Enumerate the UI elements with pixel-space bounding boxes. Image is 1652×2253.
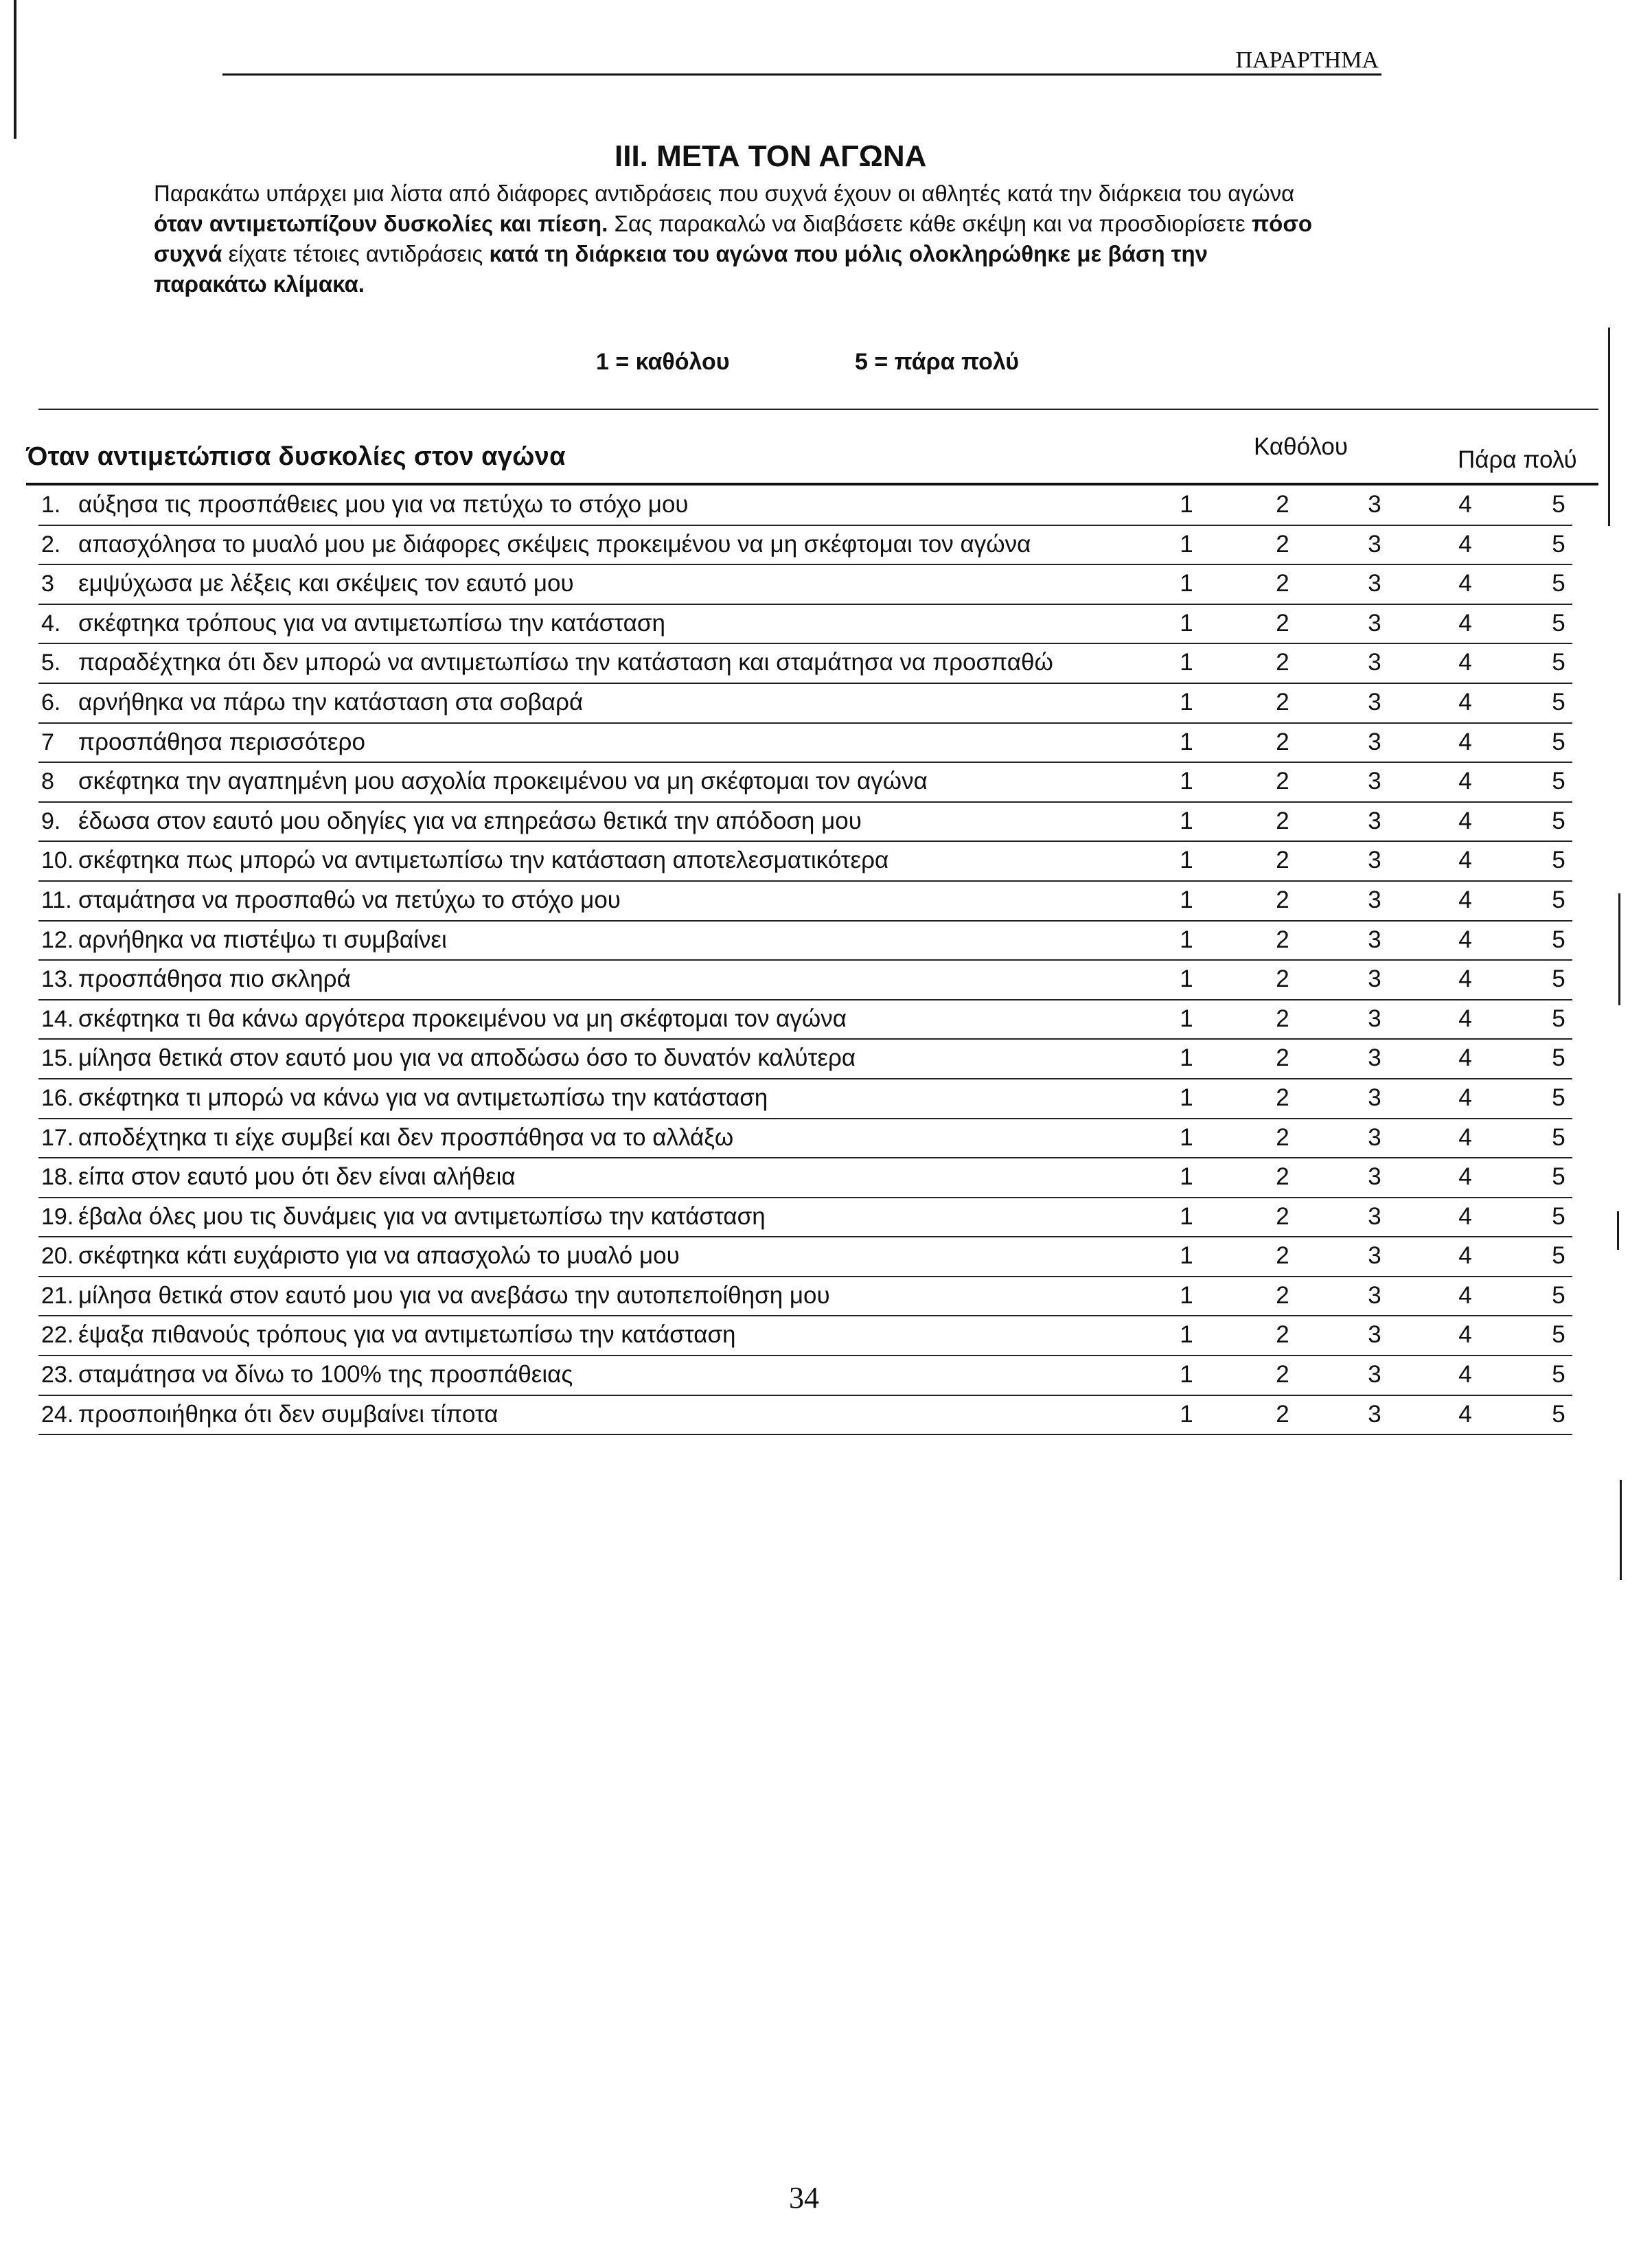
item-number: 12. xyxy=(41,926,74,953)
item-row xyxy=(38,1040,1572,1079)
rating-option-5: 5 xyxy=(1552,1005,1565,1032)
rating-option-3: 3 xyxy=(1368,965,1381,993)
item-row xyxy=(38,1158,1572,1198)
rating-option-5: 5 xyxy=(1552,768,1565,795)
rating-option-2: 2 xyxy=(1276,649,1289,676)
rating-option-4: 4 xyxy=(1458,1163,1472,1191)
rating-option-2: 2 xyxy=(1276,1005,1289,1032)
rating-option-3: 3 xyxy=(1368,1084,1381,1111)
item-text: σκέφτηκα κάτι ευχάριστο για να απασχολώ το μυαλό μου xyxy=(78,1242,680,1270)
rating-option-3: 3 xyxy=(1368,847,1381,874)
item-number: 18. xyxy=(41,1164,74,1191)
rating-option-3: 3 xyxy=(1368,768,1381,795)
item-row xyxy=(38,1396,1572,1436)
instructions-emphasis: παρακάτω κλίμακα. xyxy=(154,271,365,297)
item-number: 9. xyxy=(41,808,61,834)
rating-option-1: 1 xyxy=(1180,1242,1193,1270)
item-text: προσπάθησα περισσότερο xyxy=(78,728,365,755)
rating-option-3: 3 xyxy=(1368,649,1381,676)
rating-option-3: 3 xyxy=(1368,1321,1381,1349)
item-row xyxy=(38,724,1572,764)
rating-option-1: 1 xyxy=(1180,530,1193,558)
rating-option-3: 3 xyxy=(1368,1163,1381,1191)
item-text: μίλησα θετικά στον εαυτό μου για να ανεβάσω την αυτοπεποίθηση μου xyxy=(78,1281,830,1309)
rating-option-2: 2 xyxy=(1276,609,1289,637)
rating-option-5: 5 xyxy=(1552,728,1565,755)
rating-option-4: 4 xyxy=(1458,728,1472,755)
instructions-line-4 xyxy=(154,269,1312,299)
instructions-text: Σας παρακαλώ να διαβάσετε κάθε σκέψη και να προσδιορίσετε xyxy=(614,211,1246,236)
scan-border-line xyxy=(14,0,16,139)
item-text: αρνήθηκα να πιστέψω τι συμβαίνει xyxy=(78,926,447,953)
item-number: 6. xyxy=(41,689,61,716)
rating-option-3: 3 xyxy=(1368,1400,1381,1428)
section-title: III. ΜΕΤΑ ΤΟΝ ΑΓΩΝΑ xyxy=(615,139,927,173)
rating-option-2: 2 xyxy=(1276,728,1289,755)
rating-option-3: 3 xyxy=(1368,1281,1381,1309)
item-row xyxy=(38,526,1572,566)
rating-option-4: 4 xyxy=(1458,530,1472,558)
rating-option-4: 4 xyxy=(1458,926,1472,953)
rating-option-4: 4 xyxy=(1458,847,1472,874)
rating-option-4: 4 xyxy=(1458,609,1472,637)
rating-option-2: 2 xyxy=(1276,1163,1289,1191)
item-row xyxy=(38,763,1572,803)
item-number: 14. xyxy=(41,1005,74,1032)
column-label-high: Πάρα πολύ xyxy=(1458,446,1577,473)
rating-option-1: 1 xyxy=(1180,1084,1193,1111)
item-text: έδωσα στον εαυτό μου οδηγίες για να επηρεάσω θετικά την απόδοση μου xyxy=(78,807,862,834)
item-text: παραδέχτηκα ότι δεν μπορώ να αντιμετωπίσω την κατάσταση και σταμάτησα να προσπαθώ xyxy=(78,649,1053,676)
rating-option-1: 1 xyxy=(1180,1400,1193,1428)
rating-option-4: 4 xyxy=(1458,965,1472,993)
item-number: 10. xyxy=(41,847,74,874)
rating-option-1: 1 xyxy=(1180,609,1193,637)
item-text: αύξησα τις προσπάθειες μου για να πετύχω το στόχο μου xyxy=(78,491,689,518)
rating-option-5: 5 xyxy=(1552,926,1565,953)
rating-option-2: 2 xyxy=(1276,886,1289,913)
instructions-emphasis: όταν αντιμετωπίζουν δυσκολίες και πίεση. xyxy=(154,211,608,236)
rating-option-5: 5 xyxy=(1552,649,1565,676)
rating-option-5: 5 xyxy=(1552,847,1565,874)
rating-option-2: 2 xyxy=(1276,1123,1289,1151)
rating-option-5: 5 xyxy=(1552,1084,1565,1111)
header-rule xyxy=(222,73,1381,76)
item-row xyxy=(38,1237,1572,1277)
scale-max-label: 5 = πάρα πολύ xyxy=(855,349,1020,375)
item-number: 16. xyxy=(41,1084,74,1111)
rating-option-1: 1 xyxy=(1180,649,1193,676)
rating-option-5: 5 xyxy=(1552,1400,1565,1428)
rating-option-4: 4 xyxy=(1458,1084,1472,1111)
rating-option-2: 2 xyxy=(1276,570,1289,597)
item-row xyxy=(38,1356,1572,1396)
instructions-emphasis: πόσο xyxy=(1251,211,1313,236)
rating-option-5: 5 xyxy=(1552,688,1565,716)
rating-option-3: 3 xyxy=(1368,1044,1381,1072)
item-text: αποδέχτηκα τι είχε συμβεί και δεν προσπάθησα να το αλλάξω xyxy=(78,1123,734,1151)
rating-option-1: 1 xyxy=(1180,768,1193,795)
rating-option-5: 5 xyxy=(1552,1242,1565,1270)
rating-option-3: 3 xyxy=(1368,1361,1381,1388)
item-text: σταμάτησα να δίνω το 100% της προσπάθειας xyxy=(78,1361,573,1388)
rating-option-1: 1 xyxy=(1180,570,1193,597)
rating-option-4: 4 xyxy=(1458,1202,1472,1230)
rating-option-5: 5 xyxy=(1552,1123,1565,1151)
item-text: προσποιήθηκα ότι δεν συμβαίνει τίποτα xyxy=(78,1400,498,1428)
rating-option-3: 3 xyxy=(1368,1202,1381,1230)
rating-option-5: 5 xyxy=(1552,609,1565,637)
rating-option-4: 4 xyxy=(1458,1361,1472,1388)
appendix-label: ΠΑΡΑΡΤΗΜΑ xyxy=(1235,47,1379,73)
item-row xyxy=(38,1277,1572,1317)
table-header-rule xyxy=(26,483,1598,485)
item-row xyxy=(38,1316,1572,1356)
item-number: 21. xyxy=(41,1282,74,1309)
rating-option-1: 1 xyxy=(1180,1005,1193,1032)
rating-option-4: 4 xyxy=(1458,807,1472,834)
instructions-paragraph xyxy=(154,179,1312,299)
item-text: μίλησα θετικά στον εαυτό μου για να αποδώσω όσο το δυνατόν καλύτερα xyxy=(78,1044,856,1072)
rating-option-2: 2 xyxy=(1276,688,1289,716)
rating-option-4: 4 xyxy=(1458,570,1472,597)
item-row xyxy=(38,486,1572,526)
rating-option-3: 3 xyxy=(1368,886,1381,913)
rating-option-1: 1 xyxy=(1180,1361,1193,1388)
item-text: σκέφτηκα τι μπορώ να κάνω για να αντιμετωπίσω την κατάσταση xyxy=(78,1084,768,1111)
rating-option-5: 5 xyxy=(1552,1202,1565,1230)
item-row xyxy=(38,684,1572,724)
scale-min-label: 1 = καθόλου xyxy=(596,349,730,375)
item-number: 1. xyxy=(41,492,61,518)
scan-border-line xyxy=(1618,893,1620,1005)
rating-option-1: 1 xyxy=(1180,1044,1193,1072)
instructions-line-1 xyxy=(154,179,1312,209)
rating-option-1: 1 xyxy=(1180,1123,1193,1151)
item-number: 23. xyxy=(41,1362,74,1388)
item-number: 24. xyxy=(41,1401,74,1428)
rating-option-5: 5 xyxy=(1552,1044,1565,1072)
rating-option-1: 1 xyxy=(1180,1163,1193,1191)
rating-option-5: 5 xyxy=(1552,1163,1565,1191)
item-number: 3 xyxy=(41,571,54,597)
rating-option-2: 2 xyxy=(1276,1321,1289,1349)
rating-option-4: 4 xyxy=(1458,886,1472,913)
rating-option-4: 4 xyxy=(1458,1400,1472,1428)
item-text: εμψύχωσα με λέξεις και σκέψεις τον εαυτό μου xyxy=(78,570,574,597)
item-text: απασχόλησα το μυαλό μου με διάφορες σκέψεις προκειμένου να μη σκέφτομαι τον αγώνα xyxy=(78,530,1031,558)
rating-option-2: 2 xyxy=(1276,1400,1289,1428)
rating-option-4: 4 xyxy=(1458,649,1472,676)
instructions-line-3 xyxy=(154,239,1312,269)
rating-option-2: 2 xyxy=(1276,491,1289,518)
item-text: σκέφτηκα τι θα κάνω αργότερα προκειμένου να μη σκέφτομαι τον αγώνα xyxy=(78,1005,847,1032)
instructions-line-2 xyxy=(154,209,1312,239)
rating-option-2: 2 xyxy=(1276,1361,1289,1388)
rating-option-2: 2 xyxy=(1276,1281,1289,1309)
rating-option-3: 3 xyxy=(1368,1123,1381,1151)
item-text: αρνήθηκα να πάρω την κατάσταση στα σοβαρά xyxy=(78,688,584,716)
item-row xyxy=(38,803,1572,843)
rating-option-3: 3 xyxy=(1368,926,1381,953)
item-row xyxy=(38,605,1572,645)
item-row xyxy=(38,1079,1572,1119)
rating-option-1: 1 xyxy=(1180,728,1193,755)
rating-option-1: 1 xyxy=(1180,491,1193,518)
item-number: 5. xyxy=(41,650,61,676)
rating-option-2: 2 xyxy=(1276,1044,1289,1072)
rating-option-1: 1 xyxy=(1180,926,1193,953)
rating-option-2: 2 xyxy=(1276,1084,1289,1111)
item-row xyxy=(38,882,1572,922)
rating-option-1: 1 xyxy=(1180,807,1193,834)
instructions-text: είχατε τέτοιες αντιδράσεις xyxy=(228,241,483,266)
rating-option-4: 4 xyxy=(1458,1281,1472,1309)
scan-border-line xyxy=(1608,328,1610,526)
scan-border-line xyxy=(1617,1211,1619,1250)
item-number: 2. xyxy=(41,531,61,558)
rating-option-4: 4 xyxy=(1458,768,1472,795)
rating-option-2: 2 xyxy=(1276,530,1289,558)
instructions-emphasis: συχνά xyxy=(154,241,222,266)
item-text: σκέφτηκα τρόπους για να αντιμετωπίσω την κατάσταση xyxy=(78,609,665,637)
rating-option-1: 1 xyxy=(1180,886,1193,913)
item-row xyxy=(38,961,1572,1000)
rating-option-2: 2 xyxy=(1276,1242,1289,1270)
rating-option-5: 5 xyxy=(1552,1281,1565,1309)
rating-option-2: 2 xyxy=(1276,807,1289,834)
item-text: σκέφτηκα την αγαπημένη μου ασχολία προκειμένου να μη σκέφτομαι τον αγώνα xyxy=(78,768,928,795)
item-row xyxy=(38,1000,1572,1040)
rating-option-2: 2 xyxy=(1276,768,1289,795)
item-row xyxy=(38,922,1572,961)
rating-option-4: 4 xyxy=(1458,1044,1472,1072)
rating-option-3: 3 xyxy=(1368,688,1381,716)
rating-option-5: 5 xyxy=(1552,807,1565,834)
item-number: 22. xyxy=(41,1322,74,1349)
item-row xyxy=(38,842,1572,882)
rating-option-3: 3 xyxy=(1368,1005,1381,1032)
rating-option-4: 4 xyxy=(1458,491,1472,518)
rating-option-1: 1 xyxy=(1180,1202,1193,1230)
rating-option-3: 3 xyxy=(1368,609,1381,637)
rating-option-5: 5 xyxy=(1552,491,1565,518)
item-list xyxy=(38,486,1572,1435)
rating-option-5: 5 xyxy=(1552,570,1565,597)
item-number: 8 xyxy=(41,768,54,795)
item-text: σταμάτησα να προσπαθώ να πετύχω το στόχο μου xyxy=(78,886,621,913)
rating-option-4: 4 xyxy=(1458,688,1472,716)
scan-border-line xyxy=(1620,1480,1622,1580)
item-number: 7 xyxy=(41,729,54,755)
item-row xyxy=(38,1198,1572,1238)
item-row xyxy=(38,644,1572,684)
rating-option-5: 5 xyxy=(1552,530,1565,558)
rating-option-2: 2 xyxy=(1276,965,1289,993)
rating-option-2: 2 xyxy=(1276,847,1289,874)
rating-option-3: 3 xyxy=(1368,728,1381,755)
rating-option-5: 5 xyxy=(1552,1361,1565,1388)
item-number: 11. xyxy=(41,887,72,913)
item-row xyxy=(38,1119,1572,1159)
rating-option-1: 1 xyxy=(1180,1281,1193,1309)
item-text: έψαξα πιθανούς τρόπους για να αντιμετωπίσω την κατάσταση xyxy=(78,1321,736,1349)
rating-option-4: 4 xyxy=(1458,1005,1472,1032)
rating-option-4: 4 xyxy=(1458,1242,1472,1270)
rating-option-1: 1 xyxy=(1180,847,1193,874)
rating-option-1: 1 xyxy=(1180,1321,1193,1349)
item-text: είπα στον εαυτό μου ότι δεν είναι αλήθεια xyxy=(78,1163,516,1191)
rating-option-5: 5 xyxy=(1552,1321,1565,1349)
rating-option-3: 3 xyxy=(1368,530,1381,558)
table-heading: Όταν αντιμετώπισα δυσκολίες στον αγώνα xyxy=(26,442,566,471)
item-text: έβαλα όλες μου τις δυνάμεις για να αντιμετωπίσω την κατάσταση xyxy=(78,1202,766,1230)
rating-option-1: 1 xyxy=(1180,688,1193,716)
item-number: 20. xyxy=(41,1243,74,1270)
rating-option-5: 5 xyxy=(1552,886,1565,913)
rating-option-2: 2 xyxy=(1276,926,1289,953)
page-number: 34 xyxy=(789,2181,819,2215)
item-number: 19. xyxy=(41,1203,74,1230)
rating-option-1: 1 xyxy=(1180,965,1193,993)
instructions-text: Παρακάτω υπάρχει μια λίστα από διάφορες αντιδράσεις που συχνά έχουν οι αθλητές κατά την διάρκεια του αγώνα xyxy=(154,181,1295,206)
item-row xyxy=(38,565,1572,605)
item-text: προσπάθησα πιο σκληρά xyxy=(78,965,351,993)
rating-option-3: 3 xyxy=(1368,1242,1381,1270)
rating-option-4: 4 xyxy=(1458,1321,1472,1349)
item-number: 4. xyxy=(41,610,61,637)
item-number: 13. xyxy=(41,966,74,993)
instructions-emphasis: κατά τη διάρκεια του αγώνα που μόλις ολοκληρώθηκε με βάση την xyxy=(489,241,1208,266)
item-number: 17. xyxy=(41,1124,74,1151)
rating-option-3: 3 xyxy=(1368,807,1381,834)
rating-option-2: 2 xyxy=(1276,1202,1289,1230)
item-text: σκέφτηκα πως μπορώ να αντιμετωπίσω την κατάσταση αποτελεσματικότερα xyxy=(78,847,889,874)
item-number: 15. xyxy=(41,1045,74,1072)
rating-option-5: 5 xyxy=(1552,965,1565,993)
table-top-rule xyxy=(38,409,1598,410)
rating-option-3: 3 xyxy=(1368,570,1381,597)
rating-option-3: 3 xyxy=(1368,491,1381,518)
rating-option-4: 4 xyxy=(1458,1123,1472,1151)
column-label-low: Καθόλου xyxy=(1254,433,1348,460)
